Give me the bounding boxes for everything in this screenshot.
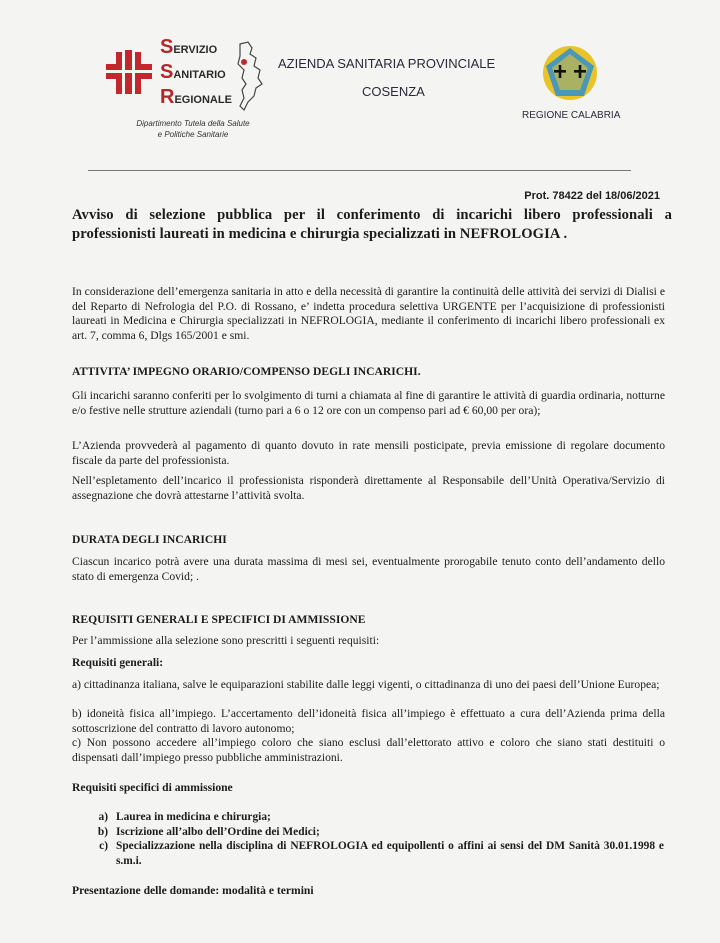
section-heading-requisiti: REQUISITI GENERALI E SPECIFICI DI AMMISSIONE — [72, 613, 366, 626]
dept-line-1: Dipartimento Tutela della Salute — [136, 119, 250, 128]
calabria-map — [232, 40, 268, 114]
asp-city: COSENZA — [362, 84, 425, 99]
intro-paragraph: In considerazione dell’emergenza sanitaria in atto e della necessità di garantire la continuità delle attività dei servizi di Dialisi e del Reparto di Nefrologia del P.O. di Rossano, e’ indetta procedura selettiva URGENTE per l’acquisizione di professionisti laureati in Medicina e Chirurgia specializzati in NEFROLOGIA, mediante il conferimento di incarichi libero professionali ex art. 7, comma 6, Dlgs 165/2001 e smi. — [72, 285, 665, 342]
requisito-generale-a: a) cittadinanza italiana, salve le equiparazioni stabilite dalle leggi vigenti, o cittadinanza di uno dei paesi dell’Unione Europea; — [72, 678, 660, 691]
dept-line-2: e Politiche Sanitarie — [157, 130, 229, 139]
ssr-logo — [104, 42, 156, 102]
presentazione-heading: Presentazione delle domande: modalità e termini — [72, 884, 314, 897]
header-divider — [88, 170, 631, 171]
attivita-paragraph-2: L’Azienda provvederà al pagamento di quanto dovuto in rate mensili posticipate, previa emissione di regolare documento fiscale da parte del professionista. — [72, 439, 665, 467]
list-item: b) Iscrizione all’albo dell’Ordine dei Medici; — [97, 825, 320, 838]
calabria-emblem — [540, 44, 600, 102]
attivita-paragraph-3: Nell’espletamento dell’incarico il professionista risponderà direttamente al Responsabile dell’Unità Operativa/Servizio di assegnazione che dovrà attestarne l’attività svolta. — [72, 474, 665, 502]
section-heading-attivita: ATTIVITA’ IMPEGNO ORARIO/COMPENSO DEGLI INCARICHI. — [72, 365, 421, 378]
document-title: Avviso di selezione pubblica per il conferimento di incarichi libero professionali a professionisti laureati in medicina e chirurgia specializzati in NEFROLOGIA . — [72, 207, 672, 242]
requisiti-generali-heading: Requisiti generali: — [72, 656, 164, 669]
durata-paragraph: Ciascun incarico potrà avere una durata massima di mesi sei, eventualmente prorogabile tenuto conto dell’andamento dello stato di emergenza Covid; . — [72, 555, 665, 583]
dept-caption — [118, 118, 268, 140]
attivita-paragraph-1: Gli incarichi saranno conferiti per lo svolgimento di turni a chiamata al fine di garantire le attività di guardia ordinaria, notturne e/o festive nelle strutture aziendali (turno pari a 6 o 12 ore con un compenso pari ad € 60,00 per ora); — [72, 389, 665, 417]
requisito-generale-c: c) Non possono accedere all’impiego coloro che siano esclusi dall’elettorato attivo e coloro che siano stati destituiti o dispensati dall’impiego presso pubbliche amministrazioni. — [72, 736, 665, 764]
calabria-map-icon — [232, 40, 268, 114]
protocol-number: Prot. 78422 del 18/06/2021 — [524, 190, 660, 202]
section-heading-durata: DURATA DEGLI INCARICHI — [72, 533, 227, 546]
ssr-name — [160, 36, 232, 111]
calabria-emblem-icon — [540, 44, 600, 102]
requisiti-specifici-heading: Requisiti specifici di ammissione — [72, 781, 233, 794]
requisiti-intro: Per l’ammissione alla selezione sono prescritti i seguenti requisiti: — [72, 634, 380, 647]
region-name: REGIONE CALABRIA — [522, 110, 621, 121]
ssr-line-2: SANITARIO — [160, 61, 226, 83]
ssr-line-1: SERVIZIO — [160, 36, 218, 58]
asp-name: AZIENDA SANITARIA PROVINCIALE — [278, 56, 496, 71]
ssr-cross-logo-icon — [104, 42, 156, 102]
requisiti-specifici-list — [78, 810, 664, 868]
ssr-line-3: REGIONALE — [160, 86, 232, 108]
list-item: a) Laurea in medicina e chirurgia; — [98, 811, 271, 823]
requisito-generale-b: b) idoneità fisica all’impiego. L’accertamento dell’idoneità fisica all’impiego è effettuato a cura dell’Azienda prima della sottoscrizione del contratto di lavoro autonomo; — [72, 707, 665, 735]
list-item: c) Specializzazione nella disciplina di NEFROLOGIA ed equipollenti o affini ai sensi del DM Sanità 30.01.1998 e s.m.i. — [99, 840, 664, 867]
